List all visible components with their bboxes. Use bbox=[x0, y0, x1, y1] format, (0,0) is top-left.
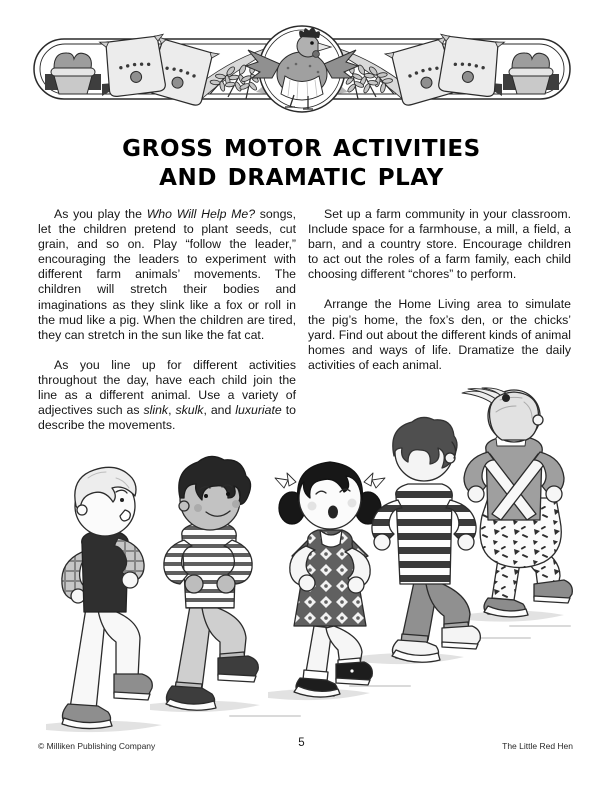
text-segment: , bbox=[168, 403, 176, 418]
child-ponytail-girl bbox=[462, 388, 572, 617]
child-blond-boy bbox=[62, 467, 152, 728]
child-curly-hair-boy bbox=[164, 456, 258, 710]
text-segment: As you play the bbox=[54, 207, 147, 221]
text-segment: , and bbox=[203, 403, 236, 418]
text-segment: Set up a farm community in your classroom. Include space for a farmhouse, a mill, a field, a barn, and a country store. Encourage children to act out the roles of a farm family, each child choosing different “chores” to perform. bbox=[308, 207, 571, 282]
text-segment: Arrange the Home Living area to simulate the pig’s home, the fox’s den, or the chicks’ yard. Find out about the different kinds of animal homes and ways of life. Dramatize the daily activities of each animal. bbox=[308, 297, 571, 372]
paragraph-right-1 bbox=[308, 207, 571, 282]
text-segment: slink bbox=[143, 403, 169, 418]
text-segment: luxuriate bbox=[235, 403, 282, 418]
page-title bbox=[0, 135, 603, 193]
title-line-1: GROSS MOTOR ACTIVITIES bbox=[122, 136, 481, 162]
text-segment: Who Will Help Me? bbox=[146, 207, 256, 221]
paragraph-left-1 bbox=[38, 207, 296, 343]
copyright-text: © Milliken Publishing Company bbox=[38, 741, 156, 751]
text-segment: songs, let the children pretend to plant seeds, cut grain, and so on. Play “follow the leader,” encouraging the leaders to experiment with different farm animals’ movements. The children will stretch their bodies and imaginations as they slink like a fox or roll in the mud like a pig. When the children are tired, they can stretch in the sun like the fat cat. bbox=[38, 207, 296, 342]
header-banner-illustration bbox=[32, 24, 572, 116]
paragraph-right-2 bbox=[308, 297, 571, 372]
text-segment: skulk bbox=[175, 403, 204, 418]
title-line-2: AND DRAMATIC PLAY bbox=[159, 165, 444, 191]
child-back-view-boy bbox=[372, 417, 480, 662]
children-dancing-illustration bbox=[30, 386, 590, 742]
text-segment: As you line up for different activities throughout the day, have each child join the line as a different animal. Use a variety of adjectives such as bbox=[38, 357, 296, 418]
text-segment: to describe the movements. bbox=[38, 403, 296, 433]
book-title: The Little Red Hen bbox=[502, 741, 573, 751]
page-number: 5 bbox=[298, 737, 305, 749]
